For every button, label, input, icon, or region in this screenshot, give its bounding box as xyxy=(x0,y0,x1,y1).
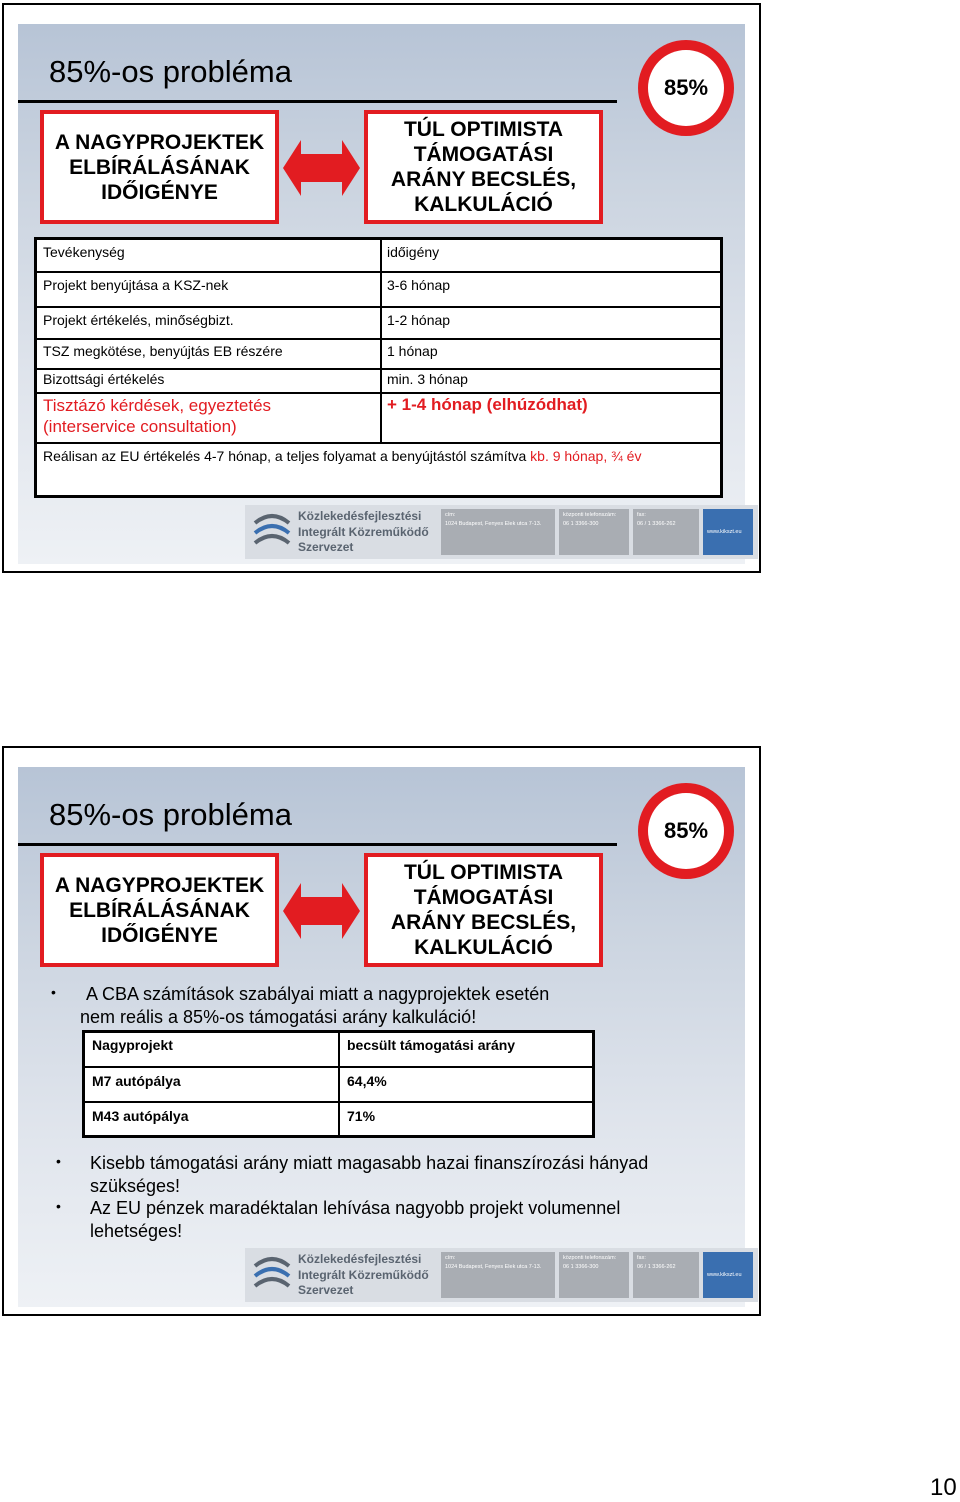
percent-badge xyxy=(638,783,734,879)
activity-cell: Projekt benyújtása a KSZ-nek xyxy=(43,277,229,293)
summary-text: Reálisan az EU értékelés 4-7 hónap, a teljes folyamat a benyújtástól számítva xyxy=(43,448,527,464)
website-text: www.kikszt.eu xyxy=(707,529,742,535)
duration-cell: min. 3 hónap xyxy=(387,371,468,387)
bullet-item xyxy=(90,1152,648,1198)
fax-block xyxy=(633,1252,699,1298)
project-cell: M43 autópálya xyxy=(92,1108,189,1124)
header-cell: Tevékenység xyxy=(43,244,125,260)
box-line: ARÁNY BECSLÉS, xyxy=(390,168,577,191)
phone-block xyxy=(559,1252,629,1298)
intro-line: nem reális a 85%-os támogatási arány kalkuláció! xyxy=(80,1007,477,1027)
box-optimistic-estimate xyxy=(364,853,603,967)
address-text: 1024 Budapest, Fenyes Elek utca 7-13. xyxy=(445,521,542,527)
project-cell: M7 autópálya xyxy=(92,1073,181,1089)
table-row xyxy=(37,308,720,340)
slide-title: 85%-os probléma xyxy=(49,54,292,89)
bullet-icon: • xyxy=(56,1153,61,1169)
summary-cell xyxy=(43,448,641,464)
box-line: KALKULÁCIÓ xyxy=(414,936,553,959)
box-line: A NAGYPROJEKTEK xyxy=(54,873,265,897)
box-line: TÚL OPTIMISTA xyxy=(403,861,564,884)
intro-text xyxy=(80,983,549,1029)
website-block xyxy=(703,1252,753,1298)
website-block xyxy=(703,509,753,555)
organization-name xyxy=(298,509,429,556)
bullet-icon: • xyxy=(51,984,56,1000)
org-line: Szervezet xyxy=(298,1283,354,1297)
slide-2-frame xyxy=(2,746,761,1316)
box-line: IDŐIGÉNYE xyxy=(101,923,218,947)
box-line: KALKULÁCIÓ xyxy=(414,193,553,216)
activity-cell: Bizottsági értékelés xyxy=(43,371,165,387)
summary-highlight: kb. 9 hónap, ¾ év xyxy=(526,448,642,464)
phone-label: központi telefonszám: xyxy=(563,512,617,518)
address-block xyxy=(441,1252,555,1298)
table-row xyxy=(37,370,720,394)
box-large-project-timeframe xyxy=(40,853,279,967)
box-line: TÚL OPTIMISTA xyxy=(403,118,564,141)
bullet-line: szükséges! xyxy=(90,1176,181,1196)
phone-text: 06 1 3366-300 xyxy=(563,1264,599,1270)
duration-cell: 1-2 hónap xyxy=(387,312,451,328)
box-line: ARÁNY BECSLÉS, xyxy=(390,911,577,934)
fax-block xyxy=(633,509,699,555)
org-line: Szervezet xyxy=(298,540,354,554)
bullet-line: Kisebb támogatási arány miatt magasabb hazai finanszírozási hányad xyxy=(90,1153,649,1173)
activity-line: Tisztázó kérdések, egyeztetés xyxy=(43,396,272,415)
activity-line: (interservice consultation) xyxy=(43,417,237,436)
activity-cell: Projekt értékelés, minőségbizt. xyxy=(43,312,234,328)
address-text: 1024 Budapest, Fenyes Elek utca 7-13. xyxy=(445,1264,542,1270)
box-large-project-timeframe xyxy=(40,110,279,224)
organization-logo-bar xyxy=(245,505,758,559)
header-cell: időigény xyxy=(387,244,440,260)
badge-label: 85% xyxy=(648,793,724,869)
duration-cell: + 1-4 hónap (elhúzódhat) xyxy=(387,395,588,414)
table-row xyxy=(37,340,720,370)
org-line: Integrált Közreműködő xyxy=(298,1267,429,1282)
activity-cell xyxy=(43,395,271,437)
table-row xyxy=(85,1103,592,1136)
bullet-line: lehetséges! xyxy=(90,1221,183,1241)
duration-cell: 1 hónap xyxy=(387,343,438,359)
intro-line: A CBA számítások szabályai miatt a nagyprojektek esetén xyxy=(86,984,550,1004)
box-line: TÁMOGATÁSI xyxy=(413,143,554,166)
bullet-item xyxy=(90,1197,620,1243)
box-line: IDŐIGÉNYE xyxy=(101,180,218,204)
table-row xyxy=(85,1068,592,1103)
table-header-row xyxy=(85,1033,592,1068)
header-cell: Nagyprojekt xyxy=(92,1037,173,1053)
phone-text: 06 1 3366-300 xyxy=(563,521,599,527)
table-row xyxy=(37,273,720,308)
double-arrow-icon xyxy=(283,881,360,941)
slide-1-frame xyxy=(2,3,761,573)
table-row-highlight xyxy=(37,393,720,444)
table-summary-row xyxy=(37,444,720,498)
organization-logo-bar xyxy=(245,1248,758,1302)
subsidy-table xyxy=(82,1030,595,1138)
page-number: 10 xyxy=(930,1474,957,1501)
slide-title: 85%-os probléma xyxy=(49,797,292,832)
badge-label: 85% xyxy=(648,50,724,126)
title-underline xyxy=(18,843,617,846)
percent-badge xyxy=(638,40,734,136)
address-label: cím: xyxy=(445,512,456,518)
box-line: ELBÍRÁLÁSÁNAK xyxy=(69,155,250,179)
rate-cell: 71% xyxy=(347,1108,376,1124)
fax-label: fax: xyxy=(637,1255,646,1261)
box-line: TÁMOGATÁSI xyxy=(413,886,554,909)
address-label: cím: xyxy=(445,1255,456,1261)
fax-text: 06 / 1 3366-262 xyxy=(637,521,676,527)
phone-label: központi telefonszám: xyxy=(563,1255,617,1261)
double-arrow-icon xyxy=(283,138,360,198)
table-header-row xyxy=(37,240,720,273)
slide-1 xyxy=(18,24,745,564)
organization-logo-icon xyxy=(253,511,291,553)
box-line: ELBÍRÁLÁSÁNAK xyxy=(69,898,250,922)
box-line: A NAGYPROJEKTEK xyxy=(54,130,265,154)
address-block xyxy=(441,509,555,555)
title-underline xyxy=(18,100,617,103)
rate-cell: 64,4% xyxy=(347,1073,387,1089)
organization-logo-icon xyxy=(253,1254,291,1296)
fax-label: fax: xyxy=(637,512,646,518)
org-line: Közlekedésfejlesztési xyxy=(298,1252,422,1266)
org-line: Közlekedésfejlesztési xyxy=(298,509,422,523)
slide-2 xyxy=(18,767,745,1307)
activity-cell: TSZ megkötése, benyújtás EB részére xyxy=(43,343,283,359)
bullet-icon: • xyxy=(56,1198,61,1214)
website-text: www.kikszt.eu xyxy=(707,1272,742,1278)
timeline-table xyxy=(34,237,723,498)
organization-name xyxy=(298,1252,429,1299)
org-line: Integrált Közreműködő xyxy=(298,524,429,539)
phone-block xyxy=(559,509,629,555)
box-optimistic-estimate xyxy=(364,110,603,224)
bullet-line: Az EU pénzek maradéktalan lehívása nagyobb projekt volumennel xyxy=(90,1198,621,1218)
fax-text: 06 / 1 3366-262 xyxy=(637,1264,676,1270)
header-cell: becsült támogatási arány xyxy=(347,1037,516,1053)
duration-cell: 3-6 hónap xyxy=(387,277,451,293)
